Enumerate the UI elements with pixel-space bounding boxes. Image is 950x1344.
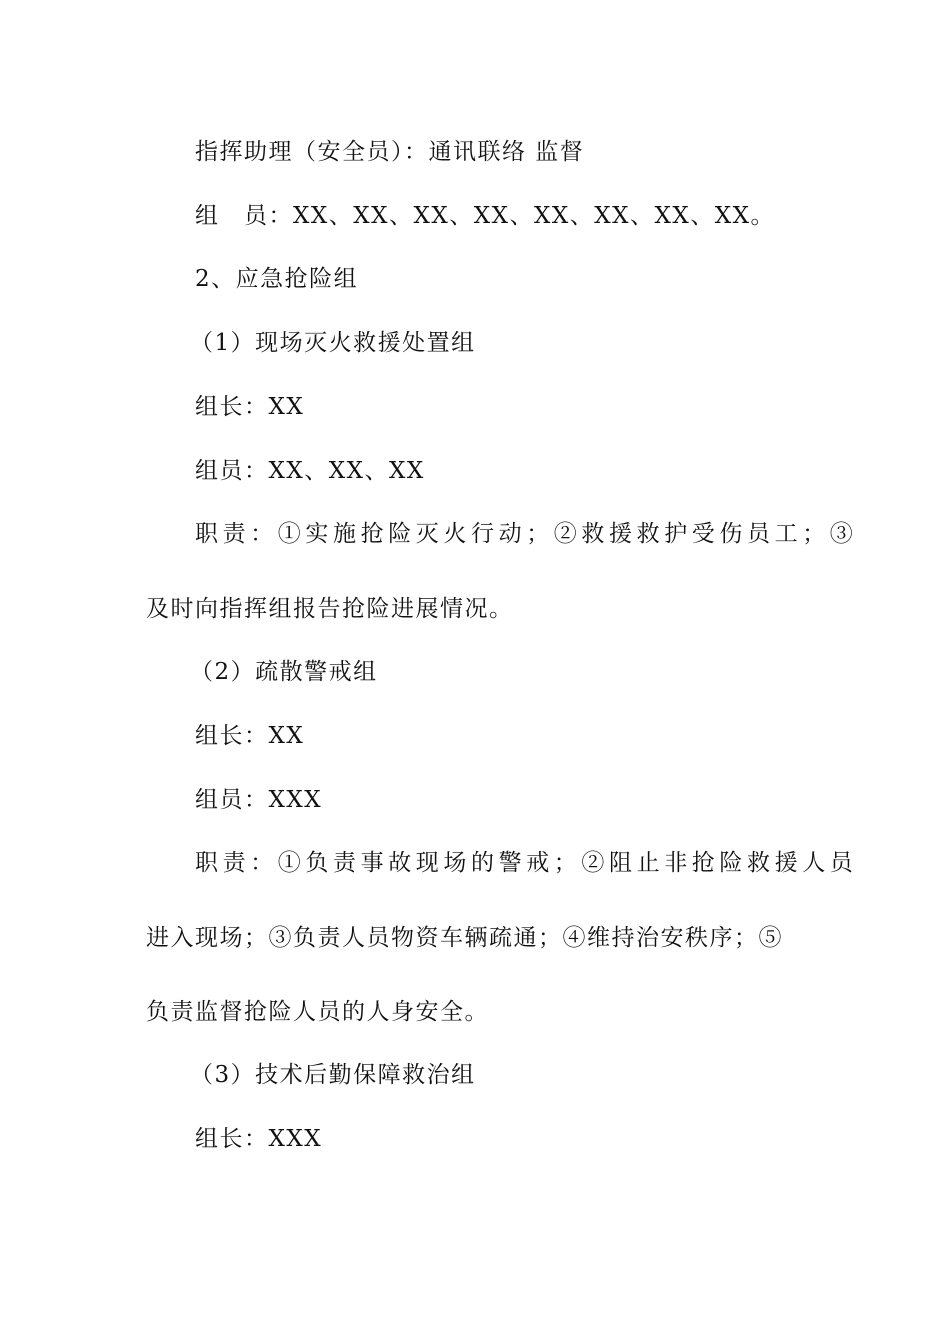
line-members-1: 组 员：XX、XX、XX、XX、XX、XX、XX、XX。 (195, 203, 775, 229)
line-group-2-duty-a: 职责：①负责事故现场的警戒；②阻止非抢险救援人员 (195, 850, 858, 876)
line-group-2-title: （2）疏散警戒组 (190, 659, 378, 685)
line-group-1-title: （1）现场灭火救援处置组 (190, 330, 476, 356)
line-group-3-title: （3）技术后勤保障救治组 (190, 1062, 476, 1088)
line-assistant: 指挥助理（安全员）：通讯联络 监督 (195, 139, 585, 165)
line-group-3-leader: 组长：XXX (195, 1126, 323, 1152)
line-group-2-leader: 组长：XX (195, 723, 305, 749)
line-group-1-duty-a: 职责：①实施抢险灭火行动；②救援救护受伤员工；③ (195, 521, 858, 547)
line-section-2: 2、应急抢险组 (195, 266, 359, 292)
line-group-1-duty-b: 及时向指挥组报告抢险进展情况。 (146, 596, 514, 622)
line-group-2-members: 组员：XXX (195, 787, 323, 813)
line-group-2-duty-b: 进入现场；③负责人员物资车辆疏通；④维持治安秩序；⑤ (146, 925, 783, 951)
line-group-1-leader: 组长：XX (195, 394, 305, 420)
line-group-2-duty-c: 负责监督抢险人员的人身安全。 (146, 999, 489, 1025)
line-group-1-members: 组员：XX、XX、XX (195, 458, 425, 484)
